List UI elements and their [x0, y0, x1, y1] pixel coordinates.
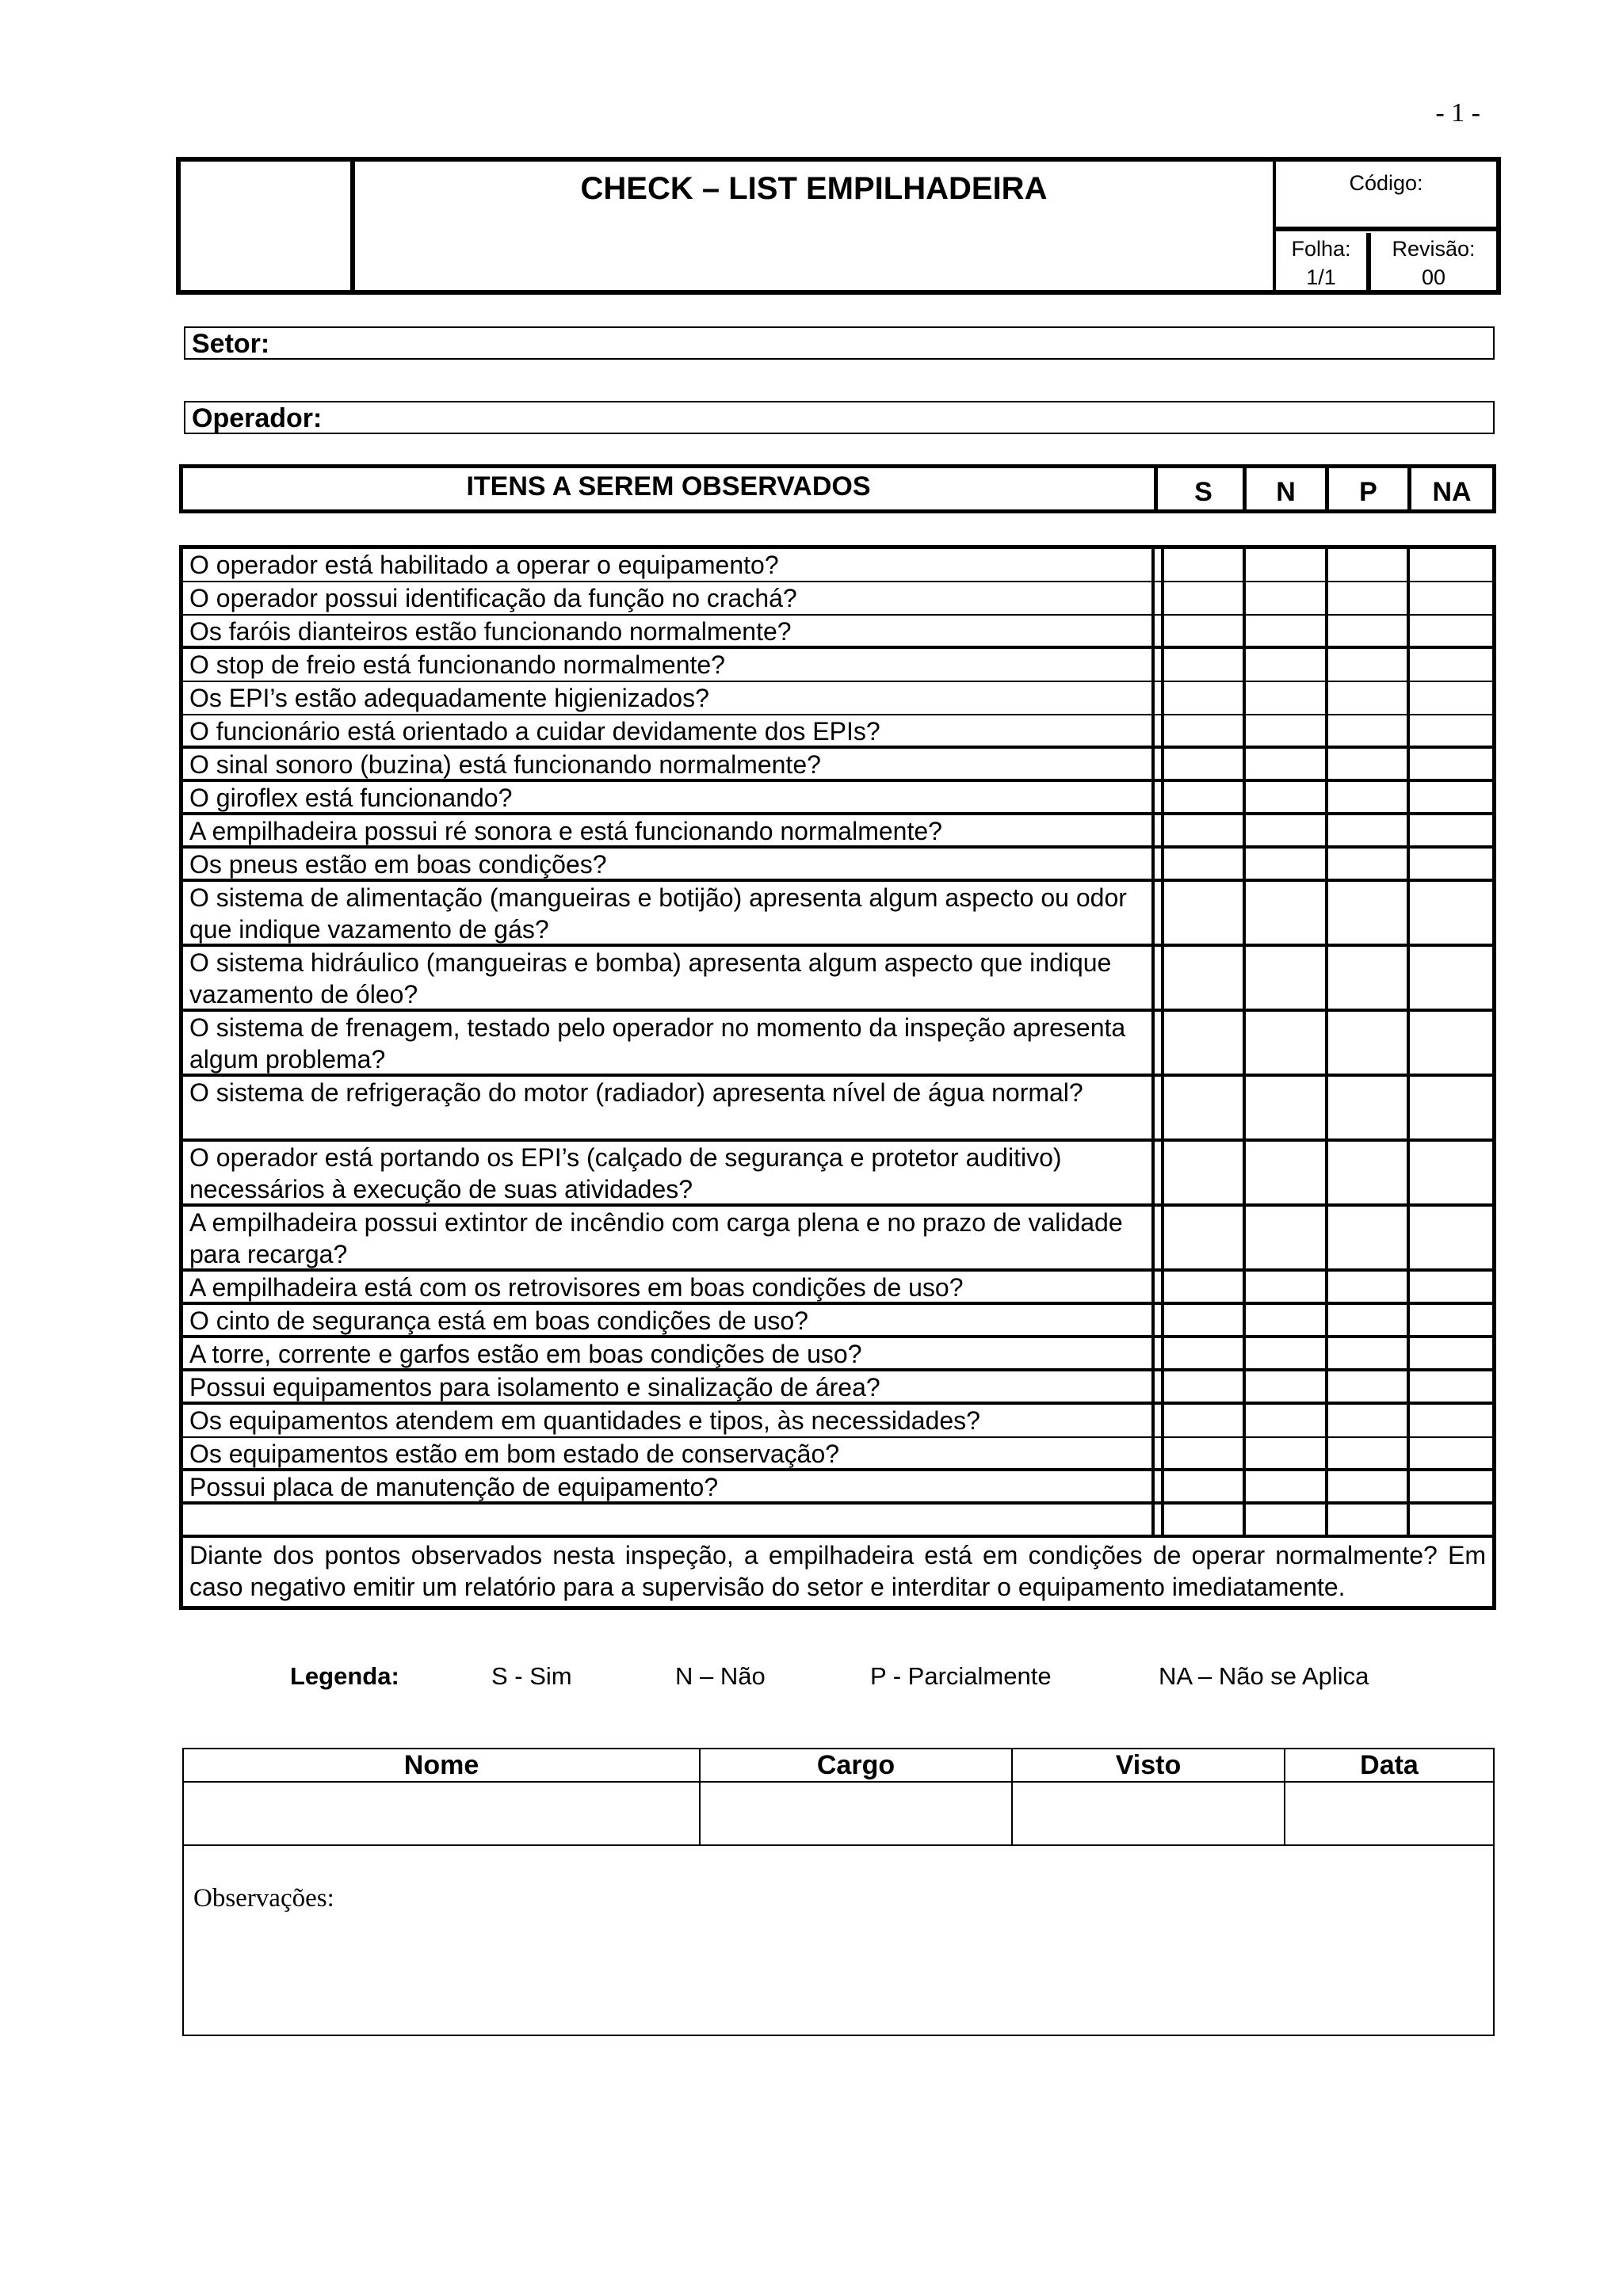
- answer-box-na[interactable]: [1410, 782, 1492, 812]
- answer-box-s[interactable]: [1164, 1505, 1247, 1535]
- column-gap: [1155, 649, 1164, 681]
- answer-box-n[interactable]: [1246, 749, 1328, 779]
- answer-box-n[interactable]: [1246, 1471, 1328, 1501]
- answer-box-s[interactable]: [1164, 815, 1247, 845]
- answer-box-n[interactable]: [1246, 649, 1328, 681]
- checklist-question: Os EPI’s estão adequadamente higienizados?: [183, 682, 1155, 714]
- checklist-row: [183, 649, 1492, 682]
- checklist-row: [183, 582, 1492, 616]
- answer-box-n[interactable]: [1246, 1505, 1328, 1535]
- answer-box-n[interactable]: [1246, 682, 1328, 714]
- checklist-question: O operador está habilitado a operar o equipamento?: [183, 549, 1155, 581]
- answer-box-s[interactable]: [1164, 1012, 1247, 1074]
- column-gap: [1155, 1438, 1164, 1468]
- answer-box-s[interactable]: [1164, 782, 1247, 812]
- column-gap: [1155, 1077, 1164, 1138]
- checklist-question: O sistema de refrigeração do motor (radiador) apresenta nível de água normal?: [183, 1077, 1155, 1138]
- answer-box-n[interactable]: [1246, 1207, 1328, 1268]
- answer-box-na[interactable]: [1410, 715, 1492, 746]
- answer-box-na[interactable]: [1410, 1142, 1492, 1203]
- items-header: [179, 464, 1496, 513]
- answer-box-na[interactable]: [1410, 1012, 1492, 1074]
- revisao-value: 00: [1421, 265, 1446, 289]
- col-s: S: [1164, 468, 1247, 509]
- header-data: Data: [1285, 1749, 1494, 1782]
- column-gap: [1155, 1371, 1164, 1402]
- checklist-question: A empilhadeira possui ré sonora e está funcionando normalmente?: [183, 815, 1155, 845]
- checklist-table: [179, 545, 1496, 1610]
- checklist-question: O sistema de frenagem, testado pelo operador no momento da inspeção apresenta algum problema?: [183, 1012, 1155, 1074]
- answer-box-na[interactable]: [1410, 1371, 1492, 1402]
- answer-box-n[interactable]: [1246, 1142, 1328, 1203]
- setor-label: Setor:: [192, 329, 270, 359]
- final-statement: Diante dos pontos observados nesta inspeção, a empilhadeira está em condições de operar normalmente? Em caso negativo emitir um relatório para a supervisão do setor e interditar o equipamento imediatamente.: [189, 1541, 1486, 1601]
- checklist-question: Os faróis dianteiros estão funcionando normalmente?: [183, 616, 1155, 646]
- observacoes-cell[interactable]: [183, 1845, 1494, 2035]
- answer-box-n[interactable]: [1246, 1338, 1328, 1368]
- answer-box-na[interactable]: [1410, 882, 1492, 944]
- answer-box-s[interactable]: [1164, 549, 1247, 581]
- answer-box-n[interactable]: [1246, 1405, 1328, 1436]
- answer-box-p[interactable]: [1328, 749, 1411, 779]
- answer-box-s[interactable]: [1164, 1305, 1247, 1335]
- items-header-title: ITENS A SEREM OBSERVADOS: [183, 468, 1158, 509]
- checklist-row: [183, 1471, 1492, 1505]
- header-visto: Visto: [1012, 1749, 1285, 1782]
- operador-label: Operador:: [192, 403, 323, 433]
- column-gap: [1155, 1471, 1164, 1501]
- answer-box-p[interactable]: [1328, 1142, 1411, 1203]
- checklist-question: Os pneus estão em boas condições?: [183, 849, 1155, 879]
- checklist-row: [183, 815, 1492, 849]
- column-gap: [1155, 1142, 1164, 1203]
- answer-box-p[interactable]: [1328, 1438, 1411, 1468]
- checklist-row: [183, 849, 1492, 882]
- answer-box-p[interactable]: [1328, 1505, 1411, 1535]
- operador-field[interactable]: [184, 401, 1495, 434]
- answer-box-n[interactable]: [1246, 1371, 1328, 1402]
- checklist-row: [183, 1338, 1492, 1371]
- column-gap: [1155, 849, 1164, 879]
- answer-box-s[interactable]: [1164, 582, 1247, 614]
- answer-box-na[interactable]: [1410, 1505, 1492, 1535]
- column-gap: [1155, 1505, 1164, 1535]
- answer-box-p[interactable]: [1328, 549, 1411, 581]
- col-p: P: [1329, 468, 1411, 509]
- answer-box-p[interactable]: [1328, 1012, 1411, 1074]
- column-gap: [1155, 549, 1164, 581]
- nome-input-cell[interactable]: [183, 1782, 700, 1845]
- answer-box-na[interactable]: [1410, 1405, 1492, 1436]
- answer-box-s[interactable]: [1164, 1371, 1247, 1402]
- answer-box-s[interactable]: [1164, 616, 1247, 646]
- legend-nao: N – Não: [675, 1662, 766, 1690]
- answer-box-n[interactable]: [1246, 616, 1328, 646]
- checklist-question: Possui placa de manutenção de equipamento?: [183, 1471, 1155, 1501]
- answer-box-n[interactable]: [1246, 582, 1328, 614]
- answer-box-s[interactable]: [1164, 947, 1247, 1009]
- document-header: [176, 157, 1501, 295]
- setor-field[interactable]: [184, 326, 1495, 360]
- checklist-row: [183, 1077, 1492, 1142]
- answer-box-na[interactable]: [1410, 1438, 1492, 1468]
- answer-box-na[interactable]: [1410, 815, 1492, 845]
- answer-box-na[interactable]: [1410, 849, 1492, 879]
- checklist-row: [183, 1371, 1492, 1405]
- checklist-question: O sinal sonoro (buzina) está funcionando normalmente?: [183, 749, 1155, 779]
- legend-nao-se-aplica: NA – Não se Aplica: [1159, 1662, 1369, 1690]
- column-gap: [1155, 682, 1164, 714]
- answer-box-p[interactable]: [1328, 715, 1411, 746]
- header-nome: Nome: [183, 1749, 700, 1782]
- answer-box-p[interactable]: [1328, 947, 1411, 1009]
- answer-box-s[interactable]: [1164, 715, 1247, 746]
- answer-box-p[interactable]: [1328, 782, 1411, 812]
- answer-box-n[interactable]: [1246, 1272, 1328, 1302]
- answer-box-n[interactable]: [1246, 549, 1328, 581]
- answer-box-na[interactable]: [1410, 1207, 1492, 1268]
- checklist-question: O operador possui identificação da função no crachá?: [183, 582, 1155, 614]
- answer-box-p[interactable]: [1328, 1405, 1411, 1436]
- column-gap: [1155, 715, 1164, 746]
- column-gap: [1155, 782, 1164, 812]
- checklist-question: O funcionário está orientado a cuidar devidamente dos EPIs?: [183, 715, 1155, 746]
- answer-box-s[interactable]: [1164, 1077, 1247, 1138]
- answer-box-p[interactable]: [1328, 815, 1411, 845]
- answer-box-p[interactable]: [1328, 649, 1411, 681]
- legend-sim: S - Sim: [491, 1662, 572, 1690]
- answer-box-p[interactable]: [1328, 1305, 1411, 1335]
- codigo-cell: [1276, 162, 1496, 231]
- column-gap: [1155, 1012, 1164, 1074]
- checklist-question: Os equipamentos atendem em quantidades e tipos, às necessidades?: [183, 1405, 1155, 1436]
- column-gap: [1155, 582, 1164, 614]
- checklist-row: [183, 782, 1492, 815]
- checklist-row: [183, 1272, 1492, 1305]
- checklist-row: [183, 549, 1492, 582]
- document-title: CHECK – LIST EMPILHADEIRA: [355, 162, 1276, 290]
- data-input-cell[interactable]: [1285, 1782, 1494, 1845]
- checklist-question: Possui equipamentos para isolamento e sinalização de área?: [183, 1371, 1155, 1402]
- checklist-question: O giroflex está funcionando?: [183, 782, 1155, 812]
- checklist-question: A empilhadeira está com os retrovisores em boas condições de uso?: [183, 1272, 1155, 1302]
- checklist-row: [183, 682, 1492, 715]
- checklist-row: [183, 1305, 1492, 1338]
- column-gap: [1155, 1338, 1164, 1368]
- answer-box-s[interactable]: [1164, 749, 1247, 779]
- answer-box-na[interactable]: [1410, 682, 1492, 714]
- header-cargo: Cargo: [700, 1749, 1012, 1782]
- checklist-question: A empilhadeira possui extintor de incêndio com carga plena e no prazo de validade para recarga?: [183, 1207, 1155, 1268]
- legend-parcialmente: P - Parcialmente: [870, 1662, 1052, 1690]
- answer-box-n[interactable]: [1246, 882, 1328, 944]
- page-number: - 1 -: [1435, 98, 1480, 128]
- answer-box-na[interactable]: [1410, 616, 1492, 646]
- answer-box-s[interactable]: [1164, 849, 1247, 879]
- checklist-row: [183, 1207, 1492, 1272]
- answer-box-na[interactable]: [1410, 549, 1492, 581]
- checklist-question: A torre, corrente e garfos estão em boas condições de uso?: [183, 1338, 1155, 1368]
- answer-box-n[interactable]: [1246, 715, 1328, 746]
- answer-box-n[interactable]: [1246, 1012, 1328, 1074]
- answer-box-p[interactable]: [1328, 1371, 1411, 1402]
- answer-box-na[interactable]: [1410, 1077, 1492, 1138]
- answer-box-na[interactable]: [1410, 1338, 1492, 1368]
- checklist-question: O cinto de segurança está em boas condições de uso?: [183, 1305, 1155, 1335]
- answer-box-na[interactable]: [1410, 649, 1492, 681]
- column-gap: [1155, 882, 1164, 944]
- answer-box-n[interactable]: [1246, 1438, 1328, 1468]
- checklist-question: [183, 1505, 1155, 1535]
- checklist-row: [183, 1505, 1492, 1538]
- answer-box-na[interactable]: [1410, 749, 1492, 779]
- answer-box-p[interactable]: [1328, 1272, 1411, 1302]
- revisao-cell: [1371, 233, 1496, 290]
- checklist-question: O stop de freio está funcionando normalmente?: [183, 649, 1155, 681]
- answer-box-na[interactable]: [1410, 582, 1492, 614]
- answer-box-s[interactable]: [1164, 682, 1247, 714]
- column-gap: [1155, 1405, 1164, 1436]
- checklist-row: [183, 715, 1492, 749]
- column-gap: [1155, 1272, 1164, 1302]
- answer-box-s[interactable]: [1164, 649, 1247, 681]
- col-na: NA: [1432, 477, 1472, 507]
- checklist-row: [183, 749, 1492, 782]
- answer-box-p[interactable]: [1328, 1207, 1411, 1268]
- cargo-input-cell[interactable]: [700, 1782, 1012, 1845]
- revisao-label: Revisão:: [1392, 237, 1476, 261]
- observacoes-label: Observações:: [193, 1884, 334, 1913]
- answer-box-n[interactable]: [1246, 1305, 1328, 1335]
- answer-box-p[interactable]: [1328, 682, 1411, 714]
- checklist-question: O sistema de alimentação (mangueiras e botijão) apresenta algum aspecto ou odor que indique vazamento de gás?: [183, 882, 1155, 944]
- answer-box-na[interactable]: [1410, 1305, 1492, 1335]
- checklist-question: O sistema hidráulico (mangueiras e bomba) apresenta algum aspecto que indique vazamento de óleo?: [183, 947, 1155, 1009]
- column-gap: [1155, 1305, 1164, 1335]
- answer-box-n[interactable]: [1246, 1077, 1328, 1138]
- column-gap: [1155, 749, 1164, 779]
- answer-box-s[interactable]: [1164, 1438, 1247, 1468]
- legend-label: Legenda:: [290, 1662, 399, 1690]
- answer-box-na[interactable]: [1410, 947, 1492, 1009]
- checklist-row: [183, 1012, 1492, 1077]
- signature-table: [182, 1748, 1495, 2036]
- checklist-row: [183, 947, 1492, 1012]
- checklist-row: [183, 616, 1492, 649]
- answer-box-na[interactable]: [1410, 1272, 1492, 1302]
- answer-box-s[interactable]: [1164, 1471, 1247, 1501]
- codigo-label: Código:: [1349, 171, 1423, 195]
- logo-cell: [181, 162, 355, 290]
- answer-box-s[interactable]: [1164, 1338, 1247, 1368]
- checklist-row: [183, 1438, 1492, 1471]
- answer-box-s[interactable]: [1164, 1405, 1247, 1436]
- checklist-row: [183, 882, 1492, 947]
- column-gap: [1155, 815, 1164, 845]
- answer-box-n[interactable]: [1246, 782, 1328, 812]
- checklist-question: O operador está portando os EPI’s (calçado de segurança e protetor auditivo) necessários à execução de suas atividades?: [183, 1142, 1155, 1203]
- answer-box-p[interactable]: [1328, 582, 1411, 614]
- checklist-question: Os equipamentos estão em bom estado de conservação?: [183, 1438, 1155, 1468]
- answer-box-p[interactable]: [1328, 1077, 1411, 1138]
- answer-box-s[interactable]: [1164, 1272, 1247, 1302]
- answer-box-s[interactable]: [1164, 882, 1247, 944]
- answer-box-n[interactable]: [1246, 849, 1328, 879]
- answer-box-s[interactable]: [1164, 1142, 1247, 1203]
- answer-box-s[interactable]: [1164, 1207, 1247, 1268]
- answer-box-n[interactable]: [1246, 815, 1328, 845]
- answer-box-p[interactable]: [1328, 882, 1411, 944]
- checklist-row: [183, 1142, 1492, 1207]
- answer-box-p[interactable]: [1328, 1338, 1411, 1368]
- folha-label: Folha:: [1291, 237, 1351, 261]
- checklist-row: [183, 1405, 1492, 1438]
- folha-cell: [1276, 233, 1371, 290]
- answer-box-na[interactable]: [1410, 1471, 1492, 1501]
- column-gap: [1155, 616, 1164, 646]
- folha-value: 1/1: [1306, 265, 1336, 289]
- answer-box-n[interactable]: [1246, 947, 1328, 1009]
- visto-input-cell[interactable]: [1012, 1782, 1285, 1845]
- answer-box-p[interactable]: [1328, 616, 1411, 646]
- column-gap: [1155, 947, 1164, 1009]
- column-gap: [1155, 1207, 1164, 1268]
- col-n: N: [1247, 468, 1329, 509]
- answer-box-p[interactable]: [1328, 849, 1411, 879]
- answer-box-p[interactable]: [1328, 1471, 1411, 1501]
